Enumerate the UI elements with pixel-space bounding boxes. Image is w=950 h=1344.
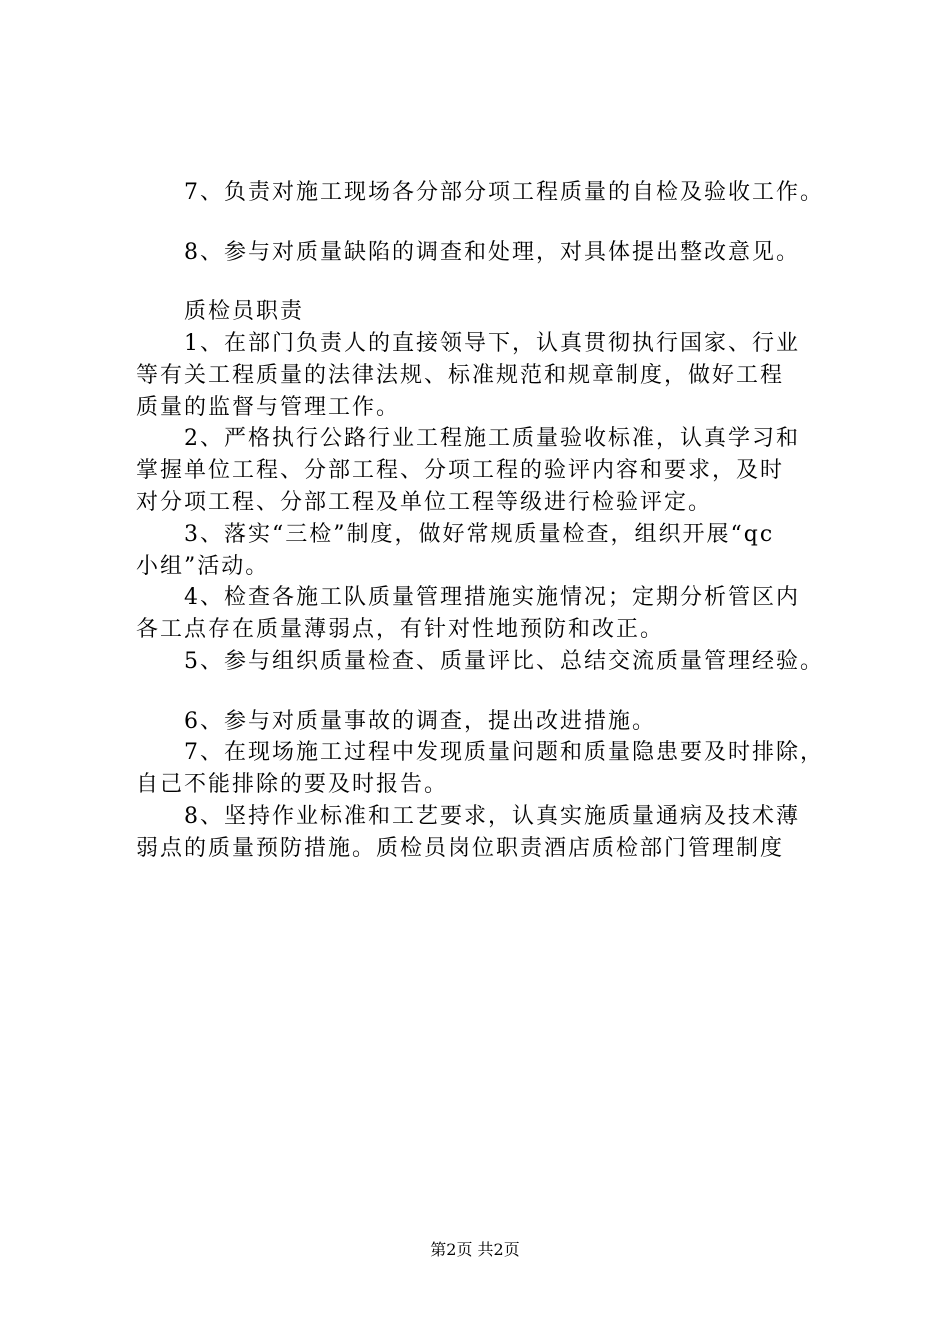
section-heading: 质检员职责 (136, 299, 305, 324)
paragraph-line: 对分项工程、分部工程及单位工程等级进行检验评定。 (136, 490, 713, 515)
paragraph-line: 1、在部门负责人的直接领导下，认真贯彻执行国家、行业 (136, 331, 800, 356)
paragraph-line: 等有关工程质量的法律法规、标准规范和规章制度，做好工程 (136, 363, 785, 388)
paragraph-line: 6、参与对质量事故的调查，提出改进措施。 (136, 709, 656, 734)
paragraph-line: 自己不能排除的要及时报告。 (136, 772, 449, 797)
paragraph-line: 3、落实“三检”制度，做好常规质量检查，组织开展“qc (136, 522, 775, 547)
paragraph-line: 8、坚持作业标准和工艺要求，认真实施质量通病及技术薄 (136, 804, 800, 829)
paragraph-line: 8、参与对质量缺陷的调查和处理，对具体提出整改意见。 (136, 240, 800, 265)
paragraph-line: 小组”活动。 (136, 554, 270, 579)
paragraph-line: 2、严格执行公路行业工程施工质量验收标准，认真学习和 (136, 426, 800, 451)
paragraph-line: 掌握单位工程、分部工程、分项工程的验评内容和要求，及时 (136, 458, 785, 483)
paragraph-line: 5、参与组织质量检查、质量评比、总结交流质量管理经验。 (136, 649, 824, 674)
paragraph-line: 7、在现场施工过程中发现质量问题和质量隐患要及时排除， (136, 740, 824, 765)
paragraph-line: 弱点的质量预防措施。质检员岗位职责酒店质检部门管理制度 (136, 836, 785, 861)
paragraph-line: 7、负责对施工现场各分部分项工程质量的自检及验收工作。 (136, 180, 824, 205)
paragraph-line: 各工点存在质量薄弱点，有针对性地预防和改正。 (136, 617, 665, 642)
page-footer: 第2页 共2页 (430, 1240, 520, 1259)
paragraph-line: 4、检查各施工队质量管理措施实施情况；定期分析管区内 (136, 585, 800, 610)
paragraph-line: 质量的监督与管理工作。 (136, 395, 401, 420)
